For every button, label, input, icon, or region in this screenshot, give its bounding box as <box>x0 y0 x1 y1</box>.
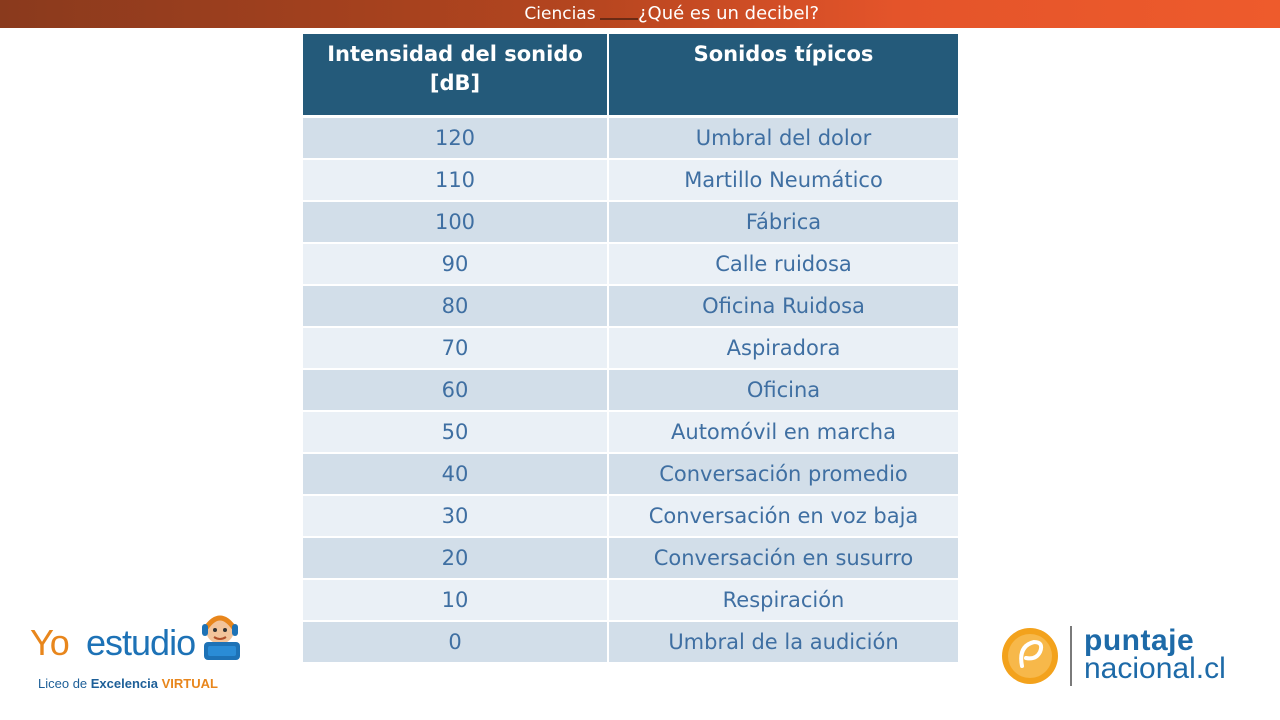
sound-description: Conversación promedio <box>608 453 958 495</box>
table-row <box>303 537 958 579</box>
decibel-value: 40 <box>303 453 608 495</box>
sound-description: Automóvil en marcha <box>608 411 958 453</box>
table-header-row <box>303 34 958 117</box>
decibel-value: 30 <box>303 495 608 537</box>
decibel-value: 100 <box>303 201 608 243</box>
decibel-value: 50 <box>303 411 608 453</box>
table-row <box>303 201 958 243</box>
sound-description: Umbral del dolor <box>608 117 958 160</box>
table-row <box>303 369 958 411</box>
table-row <box>303 621 958 663</box>
table-row <box>303 159 958 201</box>
sound-description: Oficina <box>608 369 958 411</box>
logo-yo-text: Yo <box>30 622 69 663</box>
puntaje-emblem-icon <box>998 622 1062 686</box>
decibel-value: 120 <box>303 117 608 160</box>
sound-description: Calle ruidosa <box>608 243 958 285</box>
slide-title: ¿Qué es un decibel? <box>638 3 820 24</box>
category-label: Ciencias <box>524 4 596 24</box>
sound-description: Conversación en voz baja <box>608 495 958 537</box>
puntaje-nacional-logo <box>998 622 1258 692</box>
table-row <box>303 411 958 453</box>
logo-nacional-text: nacional.cl <box>1084 652 1226 685</box>
sound-description: Conversación en susurro <box>608 537 958 579</box>
table-row <box>303 579 958 621</box>
yo-estudio-logo <box>26 610 256 700</box>
decibel-value: 20 <box>303 537 608 579</box>
decibel-value: 10 <box>303 579 608 621</box>
column-header-sounds: Sonidos típicos <box>608 34 958 117</box>
decibel-table <box>303 34 958 664</box>
table-row <box>303 243 958 285</box>
column-header-intensity: Intensidad del sonido [dB] <box>303 34 608 117</box>
sound-description: Umbral de la audición <box>608 621 958 663</box>
sound-description: Martillo Neumático <box>608 159 958 201</box>
decibel-value: 80 <box>303 285 608 327</box>
table-row <box>303 453 958 495</box>
header-divider <box>600 18 638 20</box>
table-row <box>303 285 958 327</box>
sound-description: Respiración <box>608 579 958 621</box>
decibel-value: 90 <box>303 243 608 285</box>
logo-estudio-text: estudio <box>86 622 196 663</box>
table-row <box>303 327 958 369</box>
decibel-value: 0 <box>303 621 608 663</box>
sound-description: Fábrica <box>608 201 958 243</box>
sound-description: Aspiradora <box>608 327 958 369</box>
table-row <box>303 495 958 537</box>
header-bar <box>0 0 1280 28</box>
decibel-value: 110 <box>303 159 608 201</box>
decibel-value: 70 <box>303 327 608 369</box>
decibel-value: 60 <box>303 369 608 411</box>
table-row <box>303 117 958 160</box>
logo-puntaje-text: puntaje <box>1084 624 1195 657</box>
logo-tagline: Liceo de Excelencia VIRTUAL <box>38 676 218 691</box>
sound-description: Oficina Ruidosa <box>608 285 958 327</box>
logo-divider <box>1070 626 1072 686</box>
student-mascot-icon <box>194 610 254 670</box>
